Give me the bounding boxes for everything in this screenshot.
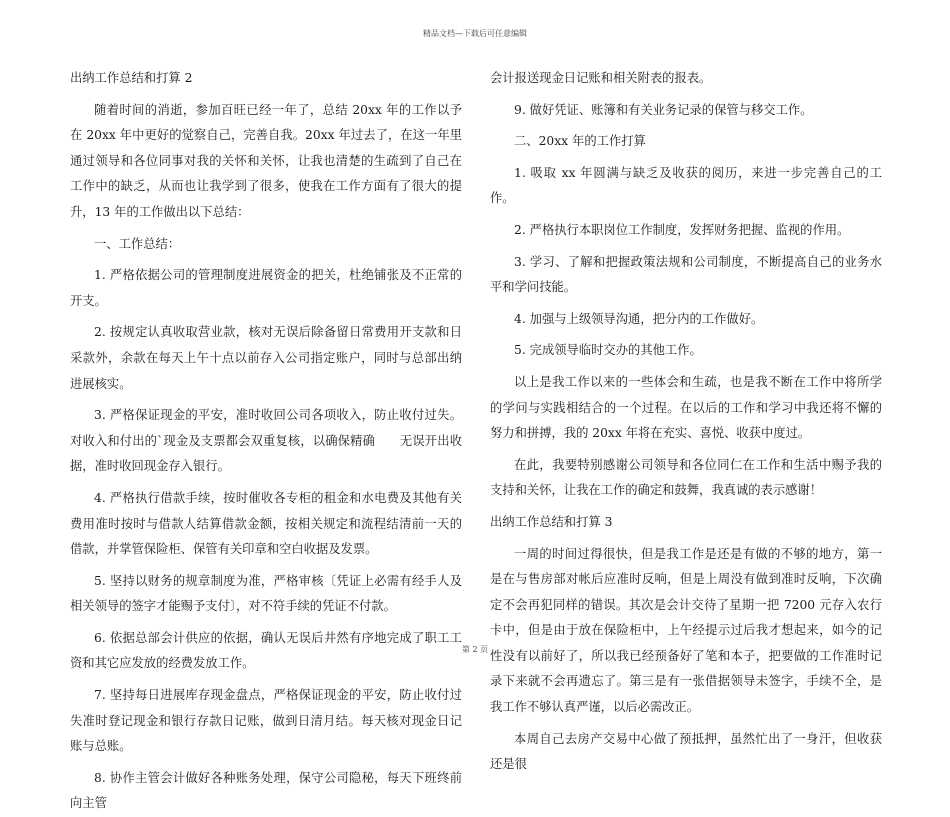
paragraph: 3. 严格保证现金的平安，准时收回公司各项收入，防止收付过失。对收入和付出的`现金及支票都会双重复核，以确保精确 无误开出收据，准时收回现金存入银行。 — [70, 408, 462, 474]
paragraph: 2. 严格执行本职岗位工作制度，发挥财务把握、监视的作用。 — [514, 222, 850, 237]
paragraph: 8. 协作主管会计做好各种账务处理，保守公司隐秘，每天下班终前向主管 — [70, 770, 462, 811]
paragraph: 5. 坚持以财务的规章制度为准，严格审核〔凭证上必需有经手人及相关领导的签字才能赐予支付〕，对不符手续的凭证不付款。 — [70, 573, 462, 614]
section-title: 出纳工作总结和打算 2 — [70, 71, 193, 85]
paragraph: 1. 吸取 xx 年圆满与缺乏及收获的阅历，来进一步完善自己的工作。 — [490, 165, 882, 206]
paragraph: 2. 按规定认真收取营业款，核对无误后除备留日常费用开支款和日采款外，余款在每天上午十点以前存入公司指定账户，同时与总部出纳进展核实。 — [70, 325, 462, 391]
paragraph: 以上是我工作以来的一些体会和生疏，也是我不断在工作中将所学的学问与实践相结合的一个过程。在以后的工作和学习中我还将不懈的努力和拼搏，我的 20xx 年将在充实、喜悦、收获中度过。 — [490, 374, 882, 441]
left-column — [70, 66, 462, 817]
section-title: 出纳工作总结和打算 3 — [490, 514, 613, 529]
paragraph: 一周的时间过得很快，但是我工作是还是有做的不够的地方，第一是在与售房部对帐后应准时反响，但是上周没有做到准时反响，下次确定不会再犯同样的错误。其次是会计交待了星期一把 7200 元存入农行卡中，但是由于放在保险柜中，上午经提示过后我才想起来，如今的记性没有以前好了，所以我已经预备好了笔和本子，把要做的工作准时记录下来就不会再遗忘了。第三是有一张借据领导未签字，手续不全，是我工作不够认真严谨，以后必需改正。 — [490, 546, 882, 715]
paragraph: 9. 做好凭证、账簿和有关业务记录的保管与移交工作。 — [514, 102, 813, 117]
paragraph: 在此，我要特别感谢公司领导和各位同仁在工作和生活中赐予我的支持和关怀，让我在工作的确定和鼓舞，我真诚的表示感谢！ — [490, 457, 882, 498]
paragraph: 1. 严格依据公司的管理制度进展资金的把关，杜绝铺张及不正常的开支。 — [70, 268, 462, 308]
paragraph: 本周自己去房产交易中心做了预抵押，虽然忙出了一身汗，但收获还是很 — [490, 731, 882, 772]
paragraph: 一、工作总结： — [94, 236, 181, 251]
page-header: 精品文档—下载后可任意编辑 — [423, 29, 527, 38]
paragraph: 4. 加强与上级领导沟通，把分内的工作做好。 — [514, 311, 764, 326]
paragraph: 6. 依据总部会计供应的依据，确认无误后井然有序地完成了职工工资和其它应发放的经费发放工作。 — [70, 630, 462, 671]
paragraph: 7. 坚持每日进展库存现金盘点，严格保证现金的平安，防止收付过失准时登记现金和银行存款日记账，做到日清月结。每天核对现金日记账与总账。 — [70, 688, 462, 754]
right-column — [490, 66, 882, 778]
paragraph-continuation: 会计报送现金日记账和相关附表的报表。 — [490, 71, 712, 85]
paragraph: 5. 完成领导临时交办的其他工作。 — [514, 343, 702, 358]
paragraph: 二、20xx 年的工作打算 — [514, 134, 646, 149]
paragraph: 3. 学习、了解和把握政策法规和公司制度，不断提高自己的业务水平和学问技能。 — [490, 254, 882, 295]
paragraph: 随着时间的消逝，参加百旺已经一年了，总结 20xx 年的工作以予在 20xx 年中更好的觉察自己，完善自我。20xx 年过去了，在这一年里通过领导和各位同事对我的关怀和关怀，让我也清楚的生疏到了自己在工作中的缺乏，从而也让我学到了很多，使我在工作方面有了很大的提升，13 年的工作做出以下总结： — [70, 102, 462, 219]
page-number: 第 2 页 — [461, 645, 489, 654]
paragraph: 4. 严格执行借款手续，按时催收各专柜的租金和水电费及其他有关费用准时按时与借款人结算借款金额，按相关规定和流程结清前一天的借款，并掌管保险柜、保管有关印章和空白收据及发票。 — [70, 490, 462, 557]
